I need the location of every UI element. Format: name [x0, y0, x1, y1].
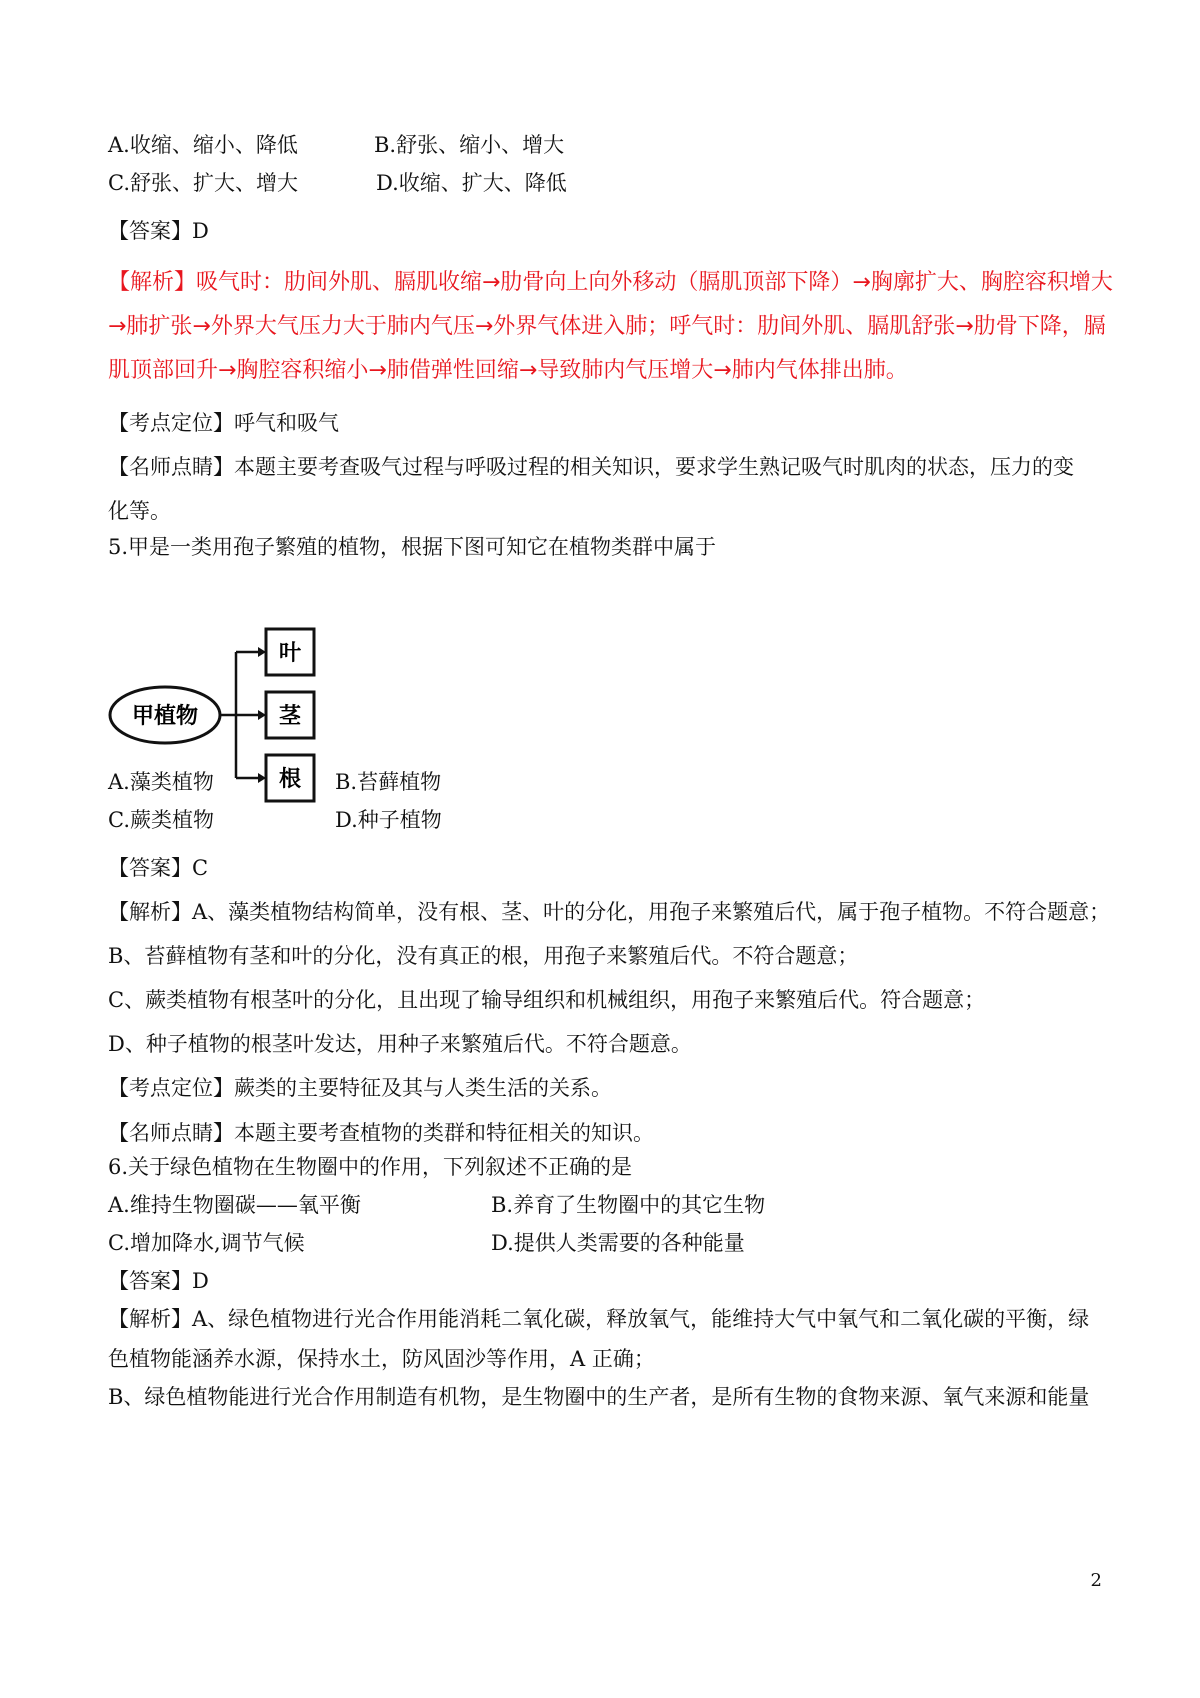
- q6-option-d: D.提供人类需要的各种能量: [491, 1231, 745, 1255]
- q5-analysis-line-4: D、种子植物的根茎叶发达，用种子来繁殖后代。不符合题意。: [108, 1032, 692, 1056]
- q4-option-a: A.收缩、缩小、降低: [108, 133, 298, 157]
- q6-option-b: B.养育了生物圈中的其它生物: [491, 1193, 766, 1217]
- q5-analysis-line-1: 【解析】A、藻类植物结构简单，没有根、茎、叶的分化，用孢子来繁殖后代，属于孢子植物。不符合题意；: [108, 900, 1111, 924]
- q4-kaodian: 【考点定位】呼气和吸气: [108, 411, 339, 435]
- q6-option-c: C.增加降水,调节气候: [108, 1231, 305, 1255]
- q6-analysis-line-3: B、绿色植物能进行光合作用制造有机物，是生物圈中的生产者，是所有生物的食物来源、氧气来源和能量: [108, 1385, 1090, 1409]
- q5-analysis-line-3: C、蕨类植物有根茎叶的分化，且出现了输导组织和机械组织，用孢子来繁殖后代。符合题意；: [108, 988, 986, 1012]
- q4-analysis-line-1: 【解析】吸气时：肋间外肌、膈肌收缩→肋骨向上向外移动（膈肌顶部下降）→胸廓扩大、胸腔容积增大: [108, 270, 1113, 295]
- page-number: 2: [1090, 1570, 1102, 1591]
- q4-analysis-line-3: 肌顶部回升→胸腔容积缩小→肺借弹性回缩→导致肺内气压增大→肺内气体排出肺。: [108, 358, 908, 383]
- q4-option-d: D.收缩、扩大、降低: [376, 171, 567, 195]
- q5-analysis-line-2: B、苔藓植物有茎和叶的分化，没有真正的根，用孢子来繁殖后代。不符合题意；: [108, 944, 859, 968]
- q5-kaodian: 【考点定位】蕨类的主要特征及其与人类生活的关系。: [108, 1076, 612, 1100]
- q4-analysis-line-2: →肺扩张→外界大气压力大于肺内气压→外界气体进入肺；呼气时：肋间外肌、膈肌舒张→肋骨下降，膈: [108, 314, 1106, 339]
- q5-question: 5.甲是一类用孢子繁殖的植物，根据下图可知它在植物类群中属于: [108, 535, 717, 559]
- q6-option-a: A.维持生物圈碳——氧平衡: [108, 1193, 361, 1217]
- diagram-branch-root: 根: [278, 767, 302, 792]
- q6-question: 6.关于绿色植物在生物圈中的作用，下列叙述不正确的是: [108, 1155, 633, 1179]
- q6-answer: 【答案】D: [108, 1269, 209, 1293]
- q4-option-c: C.舒张、扩大、增大: [108, 171, 298, 195]
- q6-analysis-line-2: 色植物能涵养水源，保持水土，防风固沙等作用，A 正确；: [108, 1347, 655, 1371]
- q4-option-b: B.舒张、缩小、增大: [374, 133, 565, 157]
- diagram-branch-stem: 茎: [278, 704, 302, 729]
- diagram-root-label: 甲植物: [131, 704, 199, 729]
- q5-option-a: A.藻类植物: [108, 770, 214, 794]
- q5-dianjing: 【名师点睛】本题主要考查植物的类群和特征相关的知识。: [108, 1121, 654, 1145]
- q5-option-c: C.蕨类植物: [108, 808, 214, 832]
- q4-dianjing-line-1: 【名师点睛】本题主要考查吸气过程与呼吸过程的相关知识，要求学生熟记吸气时肌肉的状态，压力的变: [108, 455, 1074, 479]
- q4-answer: 【答案】D: [108, 219, 209, 243]
- q6-analysis-line-1: 【解析】A、绿色植物进行光合作用能消耗二氧化碳，释放氧气，能维持大气中氧气和二氧化碳的平衡，绿: [108, 1307, 1090, 1331]
- q5-option-d: D.种子植物: [335, 808, 442, 832]
- diagram-branch-leaf: 叶: [278, 641, 302, 666]
- q5-option-b: B.苔藓植物: [335, 770, 442, 794]
- q5-answer: 【答案】C: [108, 856, 209, 880]
- q4-dianjing-line-2: 化等。: [108, 499, 171, 523]
